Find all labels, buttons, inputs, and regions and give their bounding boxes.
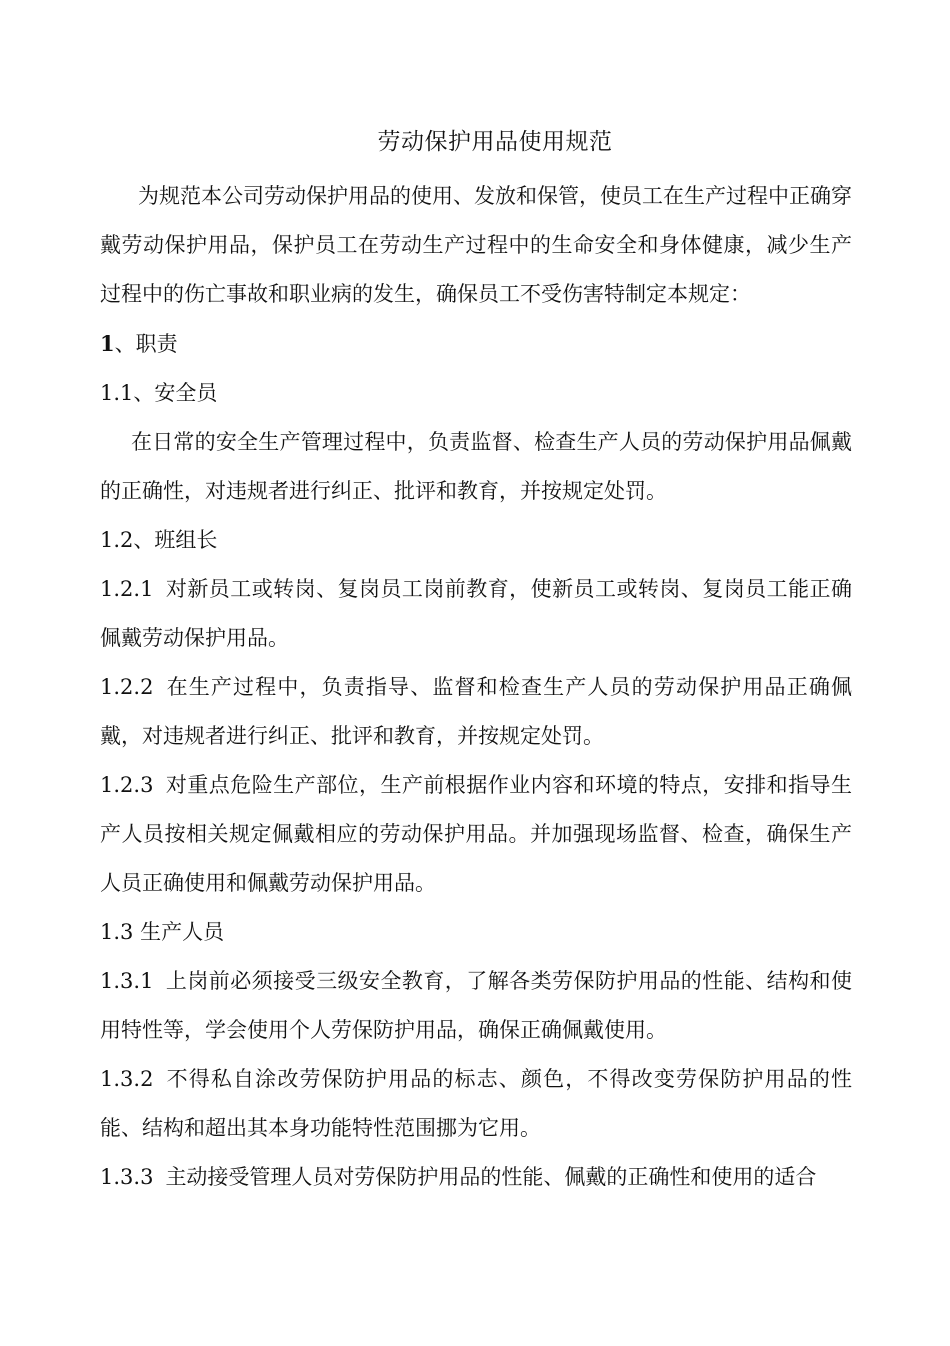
clause-text: 主动接受管理人员对劳保防护用品的性能、佩戴的正确性和使用的适合 — [165, 1165, 817, 1189]
section-1-1-body: 在日常的安全生产管理过程中，负责监督、检查生产人员的劳动保护用品佩戴的正确性，对违规者进行纠正、批评和教育，并按规定处罚。 — [100, 430, 852, 503]
clause-1-3-3 — [100, 1153, 852, 1202]
clause-1-2-1 — [100, 565, 852, 663]
document-title: 劳动保护用品使用规范 — [377, 129, 613, 155]
section-1-2-heading: 1.2、班组长 — [100, 528, 218, 552]
section-1-1-heading: 1.1、安全员 — [100, 381, 218, 405]
section-1-title: 、职责 — [114, 332, 178, 356]
clause-number: 1.3.3 — [100, 1165, 154, 1189]
clause-1-3-1 — [100, 957, 852, 1055]
clause-1-2-3 — [100, 761, 852, 908]
clause-text: 对重点危险生产部位，生产前根据作业内容和环境的特点，安排和指导生产人员按相关规定佩戴相应的劳动保护用品。并加强现场监督、检查，确保生产人员正确使用和佩戴劳动保护用品。 — [100, 773, 852, 895]
clause-text: 不得私自涂改劳保防护用品的标志、颜色，不得改变劳保防护用品的性能、结构和超出其本身功能特性范围挪为它用。 — [100, 1067, 852, 1140]
clause-number: 1.2.2 — [100, 675, 154, 699]
clause-text: 上岗前必须接受三级安全教育，了解各类劳保防护用品的性能、结构和使用特性等，学会使用个人劳保防护用品，确保正确佩戴使用。 — [100, 969, 852, 1042]
clause-number: 1.2.3 — [100, 773, 154, 797]
clause-number: 1.3.1 — [100, 969, 154, 993]
clause-number: 1.2.1 — [100, 577, 154, 601]
clause-text: 对新员工或转岗、复岗员工岗前教育，使新员工或转岗、复岗员工能正确佩戴劳动保护用品。 — [100, 577, 852, 650]
section-1-number: 1 — [100, 331, 115, 356]
section-1-heading — [100, 319, 852, 369]
clause-1-3-2 — [100, 1055, 852, 1153]
intro-paragraph: 为规范本公司劳动保护用品的使用、发放和保管，使员工在生产过程中正确穿戴劳动保护用品，保护员工在劳动生产过程中的生命安全和身体健康，减少生产过程中的伤亡事故和职业病的发生，确保员工不受伤害特制定本规定： — [100, 184, 852, 306]
clause-1-2-2 — [100, 663, 852, 761]
clause-number: 1.3.2 — [100, 1067, 154, 1091]
document-body — [100, 172, 852, 1202]
clause-text: 在生产过程中，负责指导、监督和检查生产人员的劳动保护用品正确佩戴，对违规者进行纠正、批评和教育，并按规定处罚。 — [100, 675, 852, 748]
section-1-3-heading: 1.3 生产人员 — [100, 920, 225, 944]
